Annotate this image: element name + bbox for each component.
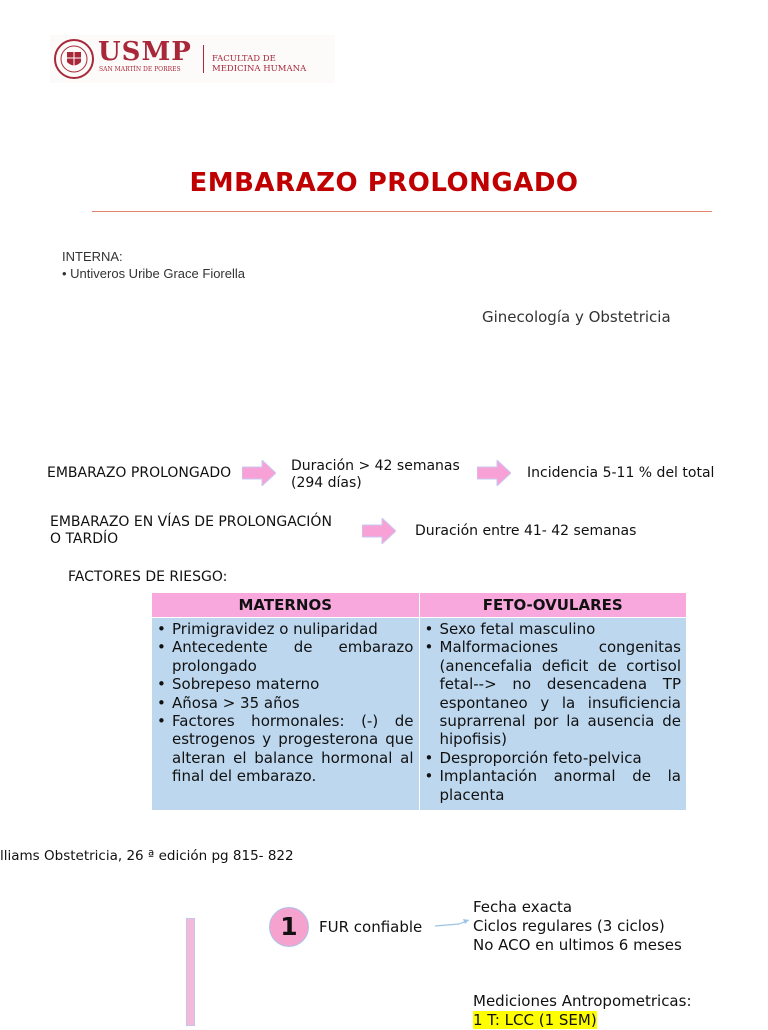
header-maternal: MATERNOS: [152, 593, 420, 618]
measurements-block: [473, 992, 692, 1030]
specialty-label: Ginecología y Obstetricia: [482, 308, 671, 326]
logo-subtitle: SAN MARTÍN DE PORRES: [99, 66, 181, 73]
list-item: • Malformaciones congenitas (anencefalia deficit de cortisol fetal--> no desencadena TP espontaneo y la insuficiencia suprarrenal por la ausencia de hipofisis): [440, 638, 682, 748]
list-item: Ciclos regulares (3 ciclos): [473, 917, 665, 935]
measurements-title: Mediciones Antropometricas:: [473, 992, 692, 1010]
duration-line2: (294 días): [291, 475, 362, 491]
header-feto-ovular: FETO-OVULARES: [419, 593, 687, 618]
fur-criteria: [473, 898, 682, 955]
list-item: • Antecedente de embarazo prolongado: [172, 638, 414, 675]
list-item: • Añosa > 35 años: [172, 694, 414, 712]
term-prolonged: EMBARAZO PROLONGADO: [47, 465, 232, 481]
timeline-bar: [186, 918, 195, 1026]
logo-faculty-line2: MEDICINA HUMANA: [212, 64, 307, 74]
list-item: • Sobrepeso materno: [172, 675, 414, 693]
term-late-line1: EMBARAZO EN VÍAS DE PROLONGACIÓN: [50, 514, 332, 530]
duration-late: Duración entre 41- 42 semanas: [415, 523, 637, 539]
duration-block: [291, 458, 460, 492]
list-item: • Implantación anormal de la placenta: [440, 767, 682, 804]
logo-faculty: [212, 54, 306, 74]
table-header-row: [152, 593, 687, 618]
feto-ovular-list: [424, 620, 682, 804]
measurement-first-trimester: 1 T: LCC (1 SEM): [473, 1011, 597, 1029]
incidence-text: Incidencia 5-11 % del total: [527, 465, 715, 481]
step-number-badge: 1: [269, 907, 309, 947]
author-label: INTERNA:: [62, 249, 123, 264]
list-item: No ACO en ultimos 6 meses: [473, 936, 682, 954]
list-item: • Desproporción feto-pelvica: [440, 749, 682, 767]
author-name: • Untiveros Uribe Grace Fiorella: [62, 266, 245, 281]
arrow-right-icon: [242, 460, 276, 486]
maternal-list: [156, 620, 414, 786]
university-seal-icon: [53, 38, 95, 80]
risk-factors-table: [151, 592, 687, 811]
maternal-cell: [152, 618, 420, 811]
bibliography-reference: lliams Obstetricia, 26 ª edición pg 815- 822: [0, 848, 294, 864]
risk-factors-label: FACTORES DE RIESGO:: [68, 569, 228, 585]
arrow-right-icon: [362, 518, 396, 544]
list-item: • Primigravidez o nuliparidad: [172, 620, 414, 638]
connector-arrow-icon: [433, 913, 473, 929]
list-item: • Sexo fetal masculino: [440, 620, 682, 638]
term-late-pregnancy: [50, 514, 332, 548]
logo-wordmark: USMP: [98, 37, 192, 67]
logo-faculty-line1: FACULTAD DE: [212, 54, 276, 64]
title-divider: [92, 211, 712, 212]
table-row: [152, 618, 687, 811]
arrow-right-icon: [477, 460, 511, 486]
page-title: EMBARAZO PROLONGADO: [189, 168, 579, 198]
logo-divider: [203, 45, 204, 73]
list-item: • Factores hormonales: (-) de estrogenos y progesterona que alteran el balance hormonal al final del embarazo.: [172, 712, 414, 786]
term-late-line2: O TARDÍO: [50, 531, 119, 547]
duration-line1: Duración > 42 semanas: [291, 458, 460, 474]
list-item: Fecha exacta: [473, 898, 573, 916]
feto-ovular-cell: [419, 618, 687, 811]
fur-label: FUR confiable: [319, 918, 423, 936]
